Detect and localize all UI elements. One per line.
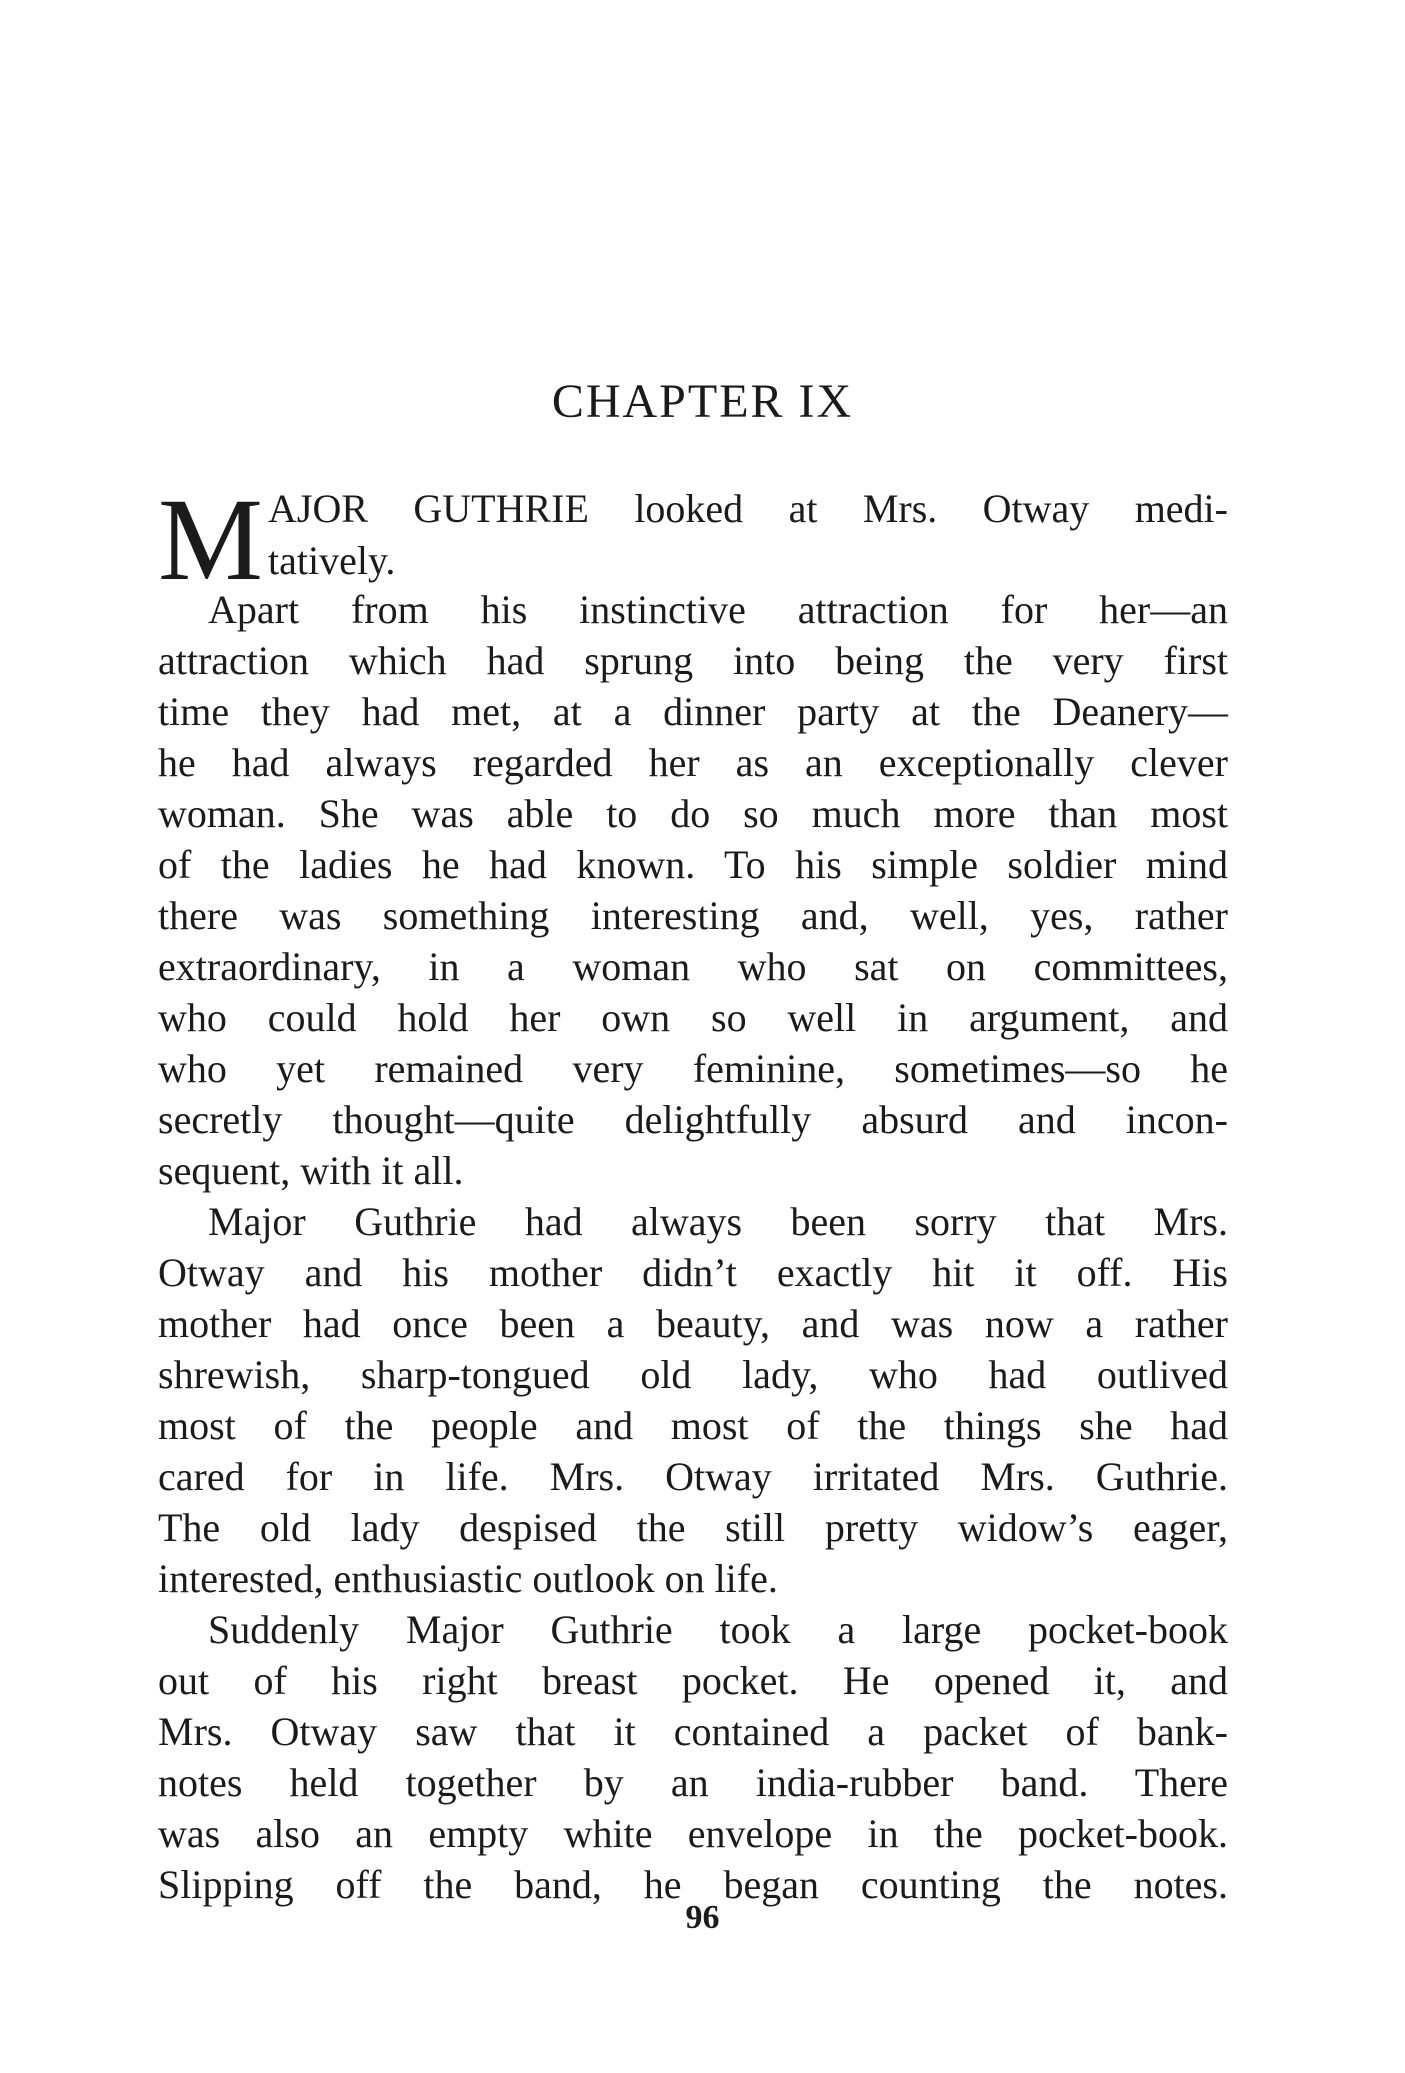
text-line: out of his right breast pocket. He opened it, and <box>158 1658 1228 1703</box>
chapter-opening <box>158 474 1228 605</box>
text-line: notes held together by an india-rubber band. There <box>158 1760 1228 1805</box>
text-line: interested, enthusiastic outlook on life. <box>158 1556 778 1601</box>
page-number: 96 <box>685 1899 720 1936</box>
text-line: Otway and his mother didn’t exactly hit it off. His <box>158 1250 1228 1295</box>
text-line: attraction which had sprung into being the very first <box>158 638 1228 683</box>
text-line: shrewish, sharp-tongued old lady, who had outlived <box>158 1352 1228 1397</box>
text-line: Mrs. Otway saw that it contained a packet of bank- <box>158 1709 1228 1754</box>
text-line: secretly thought—quite delightfully absurd and incon- <box>158 1097 1228 1142</box>
text-line: sequent, with it all. <box>158 1148 464 1193</box>
text-line: mother had once been a beauty, and was now a rather <box>158 1301 1228 1346</box>
text-line: Apart from his instinctive attraction for her—an <box>208 587 1228 632</box>
text-line: time they had met, at a dinner party at the Deanery— <box>158 689 1228 734</box>
text-line: Slipping off the band, he began counting the notes. <box>158 1862 1228 1907</box>
opening-line-2: tatively. <box>268 538 396 583</box>
text-line: who yet remained very feminine, sometimes—so he <box>158 1046 1228 1091</box>
text-line: The old lady despised the still pretty widow’s eager, <box>158 1505 1228 1550</box>
text-line: there was something interesting and, well, yes, rather <box>158 893 1228 938</box>
paragraph-3 <box>158 1604 1228 1910</box>
paragraph-1 <box>158 584 1228 1196</box>
text-line: he had always regarded her as an exceptionally clever <box>158 740 1228 785</box>
text-line: Major Guthrie had always been sorry that Mrs. <box>208 1199 1228 1244</box>
text-line: who could hold her own so well in argument, and <box>158 995 1228 1040</box>
text-line: was also an empty white envelope in the pocket-book. <box>158 1811 1228 1856</box>
text-line: cared for in life. Mrs. Otway irritated Mrs. Guthrie. <box>158 1454 1228 1499</box>
text-line: woman. She was able to do so much more than most <box>158 791 1228 836</box>
drop-cap: M <box>158 474 263 605</box>
text-line: most of the people and most of the things she had <box>158 1403 1228 1448</box>
paragraph-2 <box>158 1196 1228 1604</box>
opening-line-1: AJOR GUTHRIE looked at Mrs. Otway medi- <box>268 486 1228 531</box>
text-line: Suddenly Major Guthrie took a large pocket-book <box>208 1607 1228 1652</box>
text-line: of the ladies he had known. To his simple soldier mind <box>158 842 1228 887</box>
text-line: extraordinary, in a woman who sat on committees, <box>158 944 1228 989</box>
chapter-heading: CHAPTER IX <box>551 375 854 428</box>
